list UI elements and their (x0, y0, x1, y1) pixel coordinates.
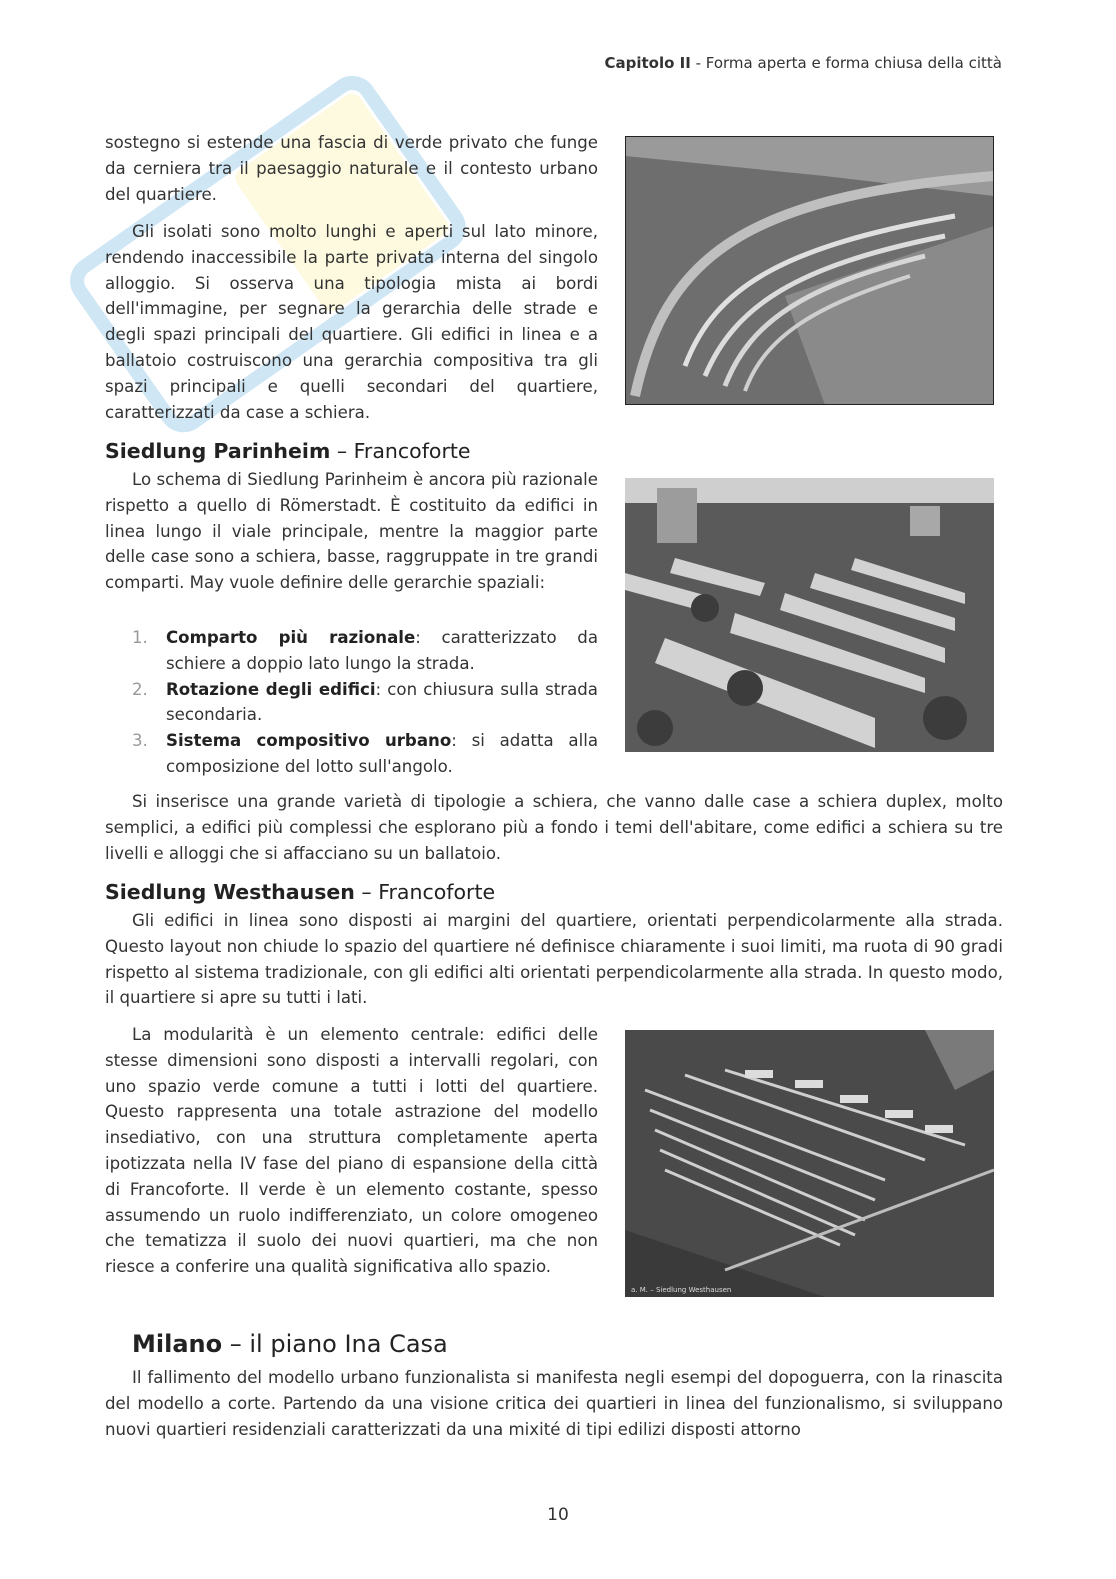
paragraph-6: La modularità è un elemento centrale: edifici delle stesse dimensioni sono disposti a intervalli regolari, con uno spazio verde comune a tutti i lotti del quartiere. Questo rappresenta una totale astrazione del modello insediativo, con una struttura completamente aperta ipotizzata nella IV fase del piano di espansione della città di Francoforte. Il verde è un elemento costante, spesso assumendo un ruolo indifferenziato, un colore omogeneo che tematizza il suolo dei nuovi quartieri, ma che non riesce a conferire una qualità significativa allo spazio. (105, 1025, 598, 1277)
photo-caption: a. M. – Siedlung Westhausen (631, 1286, 732, 1294)
paragraph-1: sostegno si estende una fascia di verde privato che funge da cerniera tra il paesaggio naturale e il contesto urbano del quartiere. (105, 133, 598, 204)
paragraph-4: Si inserisce una grande varietà di tipologie a schiera, che vanno dalle case a schiera duplex, molto semplici, a edifici più complessi che esplorano più a fondo i temi dell'abitare, come edifici a schiera su tre livelli e alloggi che si affacciano su un ballatoio. (105, 792, 1003, 863)
running-header: Capitolo II - Forma aperta e forma chiusa della città (604, 54, 1002, 72)
page-number: 10 (547, 1505, 569, 1525)
list-item: 2. Rotazione degli edifici: con chiusura sulla strada secondaria. (132, 679, 598, 725)
parinheim-aerial-photo (625, 478, 994, 752)
section-heading-westhausen: Siedlung Westhausen – Francoforte (105, 880, 496, 904)
paragraph-2: Gli isolati sono molto lunghi e aperti sul lato minore, rendendo inaccessibile la parte privata interna del singolo alloggio. Si osserva una tipologia mista ai bordi dell'immagine, per segnare la gerarchia delle strade e degli spazi principali del quartiere. Gli edifici in linea e a ballatoio costruiscono una gerarchia compositiva tra gli spazi principali e quelli secondari del quartiere, caratterizzati da case a schiera. (105, 222, 598, 422)
section-heading-parinheim: Siedlung Parinheim – Francoforte (105, 439, 471, 463)
westhausen-aerial-photo (625, 1030, 994, 1297)
chapter-label: Capitolo II (604, 54, 691, 72)
chapter-title: Forma aperta e forma chiusa della città (705, 54, 1002, 72)
paragraph-3: Lo schema di Siedlung Parinheim è ancora più razionale rispetto a quello di Römerstadt. È costituito da edifici in linea lungo il viale principale, mentre la maggior parte delle case sono a schiera, basse, raggruppate in tre grandi comparti. May vuole definire delle gerarchie spaziali: (105, 470, 598, 593)
list-item: 1. Comparto più razionale: caratterizzato da schiere a doppio lato lungo la strada. (132, 628, 598, 673)
section-heading-milano: Milano – il piano Ina Casa (132, 1330, 448, 1358)
roemerstadt-aerial-photo (625, 136, 994, 405)
paragraph-7: Il fallimento del modello urbano funzionalista si manifesta negli esempi del dopoguerra, con la rinascita del modello a corte. Partendo da una visione critica dei quartieri in linea del funzionalismo, si sviluppano nuovi quartieri residenziali caratterizzati da una mixité di tipi edilizi disposti attorno (105, 1368, 1003, 1439)
list-item: 3. Sistema compositivo urbano: si adatta alla composizione del lotto sull'angolo. (132, 731, 598, 776)
hierarchy-list (105, 625, 598, 780)
paragraph-5: Gli edifici in linea sono disposti ai margini del quartiere, orientati perpendicolarmente alla strada. Questo layout non chiude lo spazio del quartiere né definisce chiaramente i suoi limiti, ma ruota di 90 gradi rispetto al sistema tradizionale, con gli edifici alti orientati perpendicolarmente alla strada. In questo modo, il quartiere si apre su tutti i lati. (105, 911, 1003, 1008)
